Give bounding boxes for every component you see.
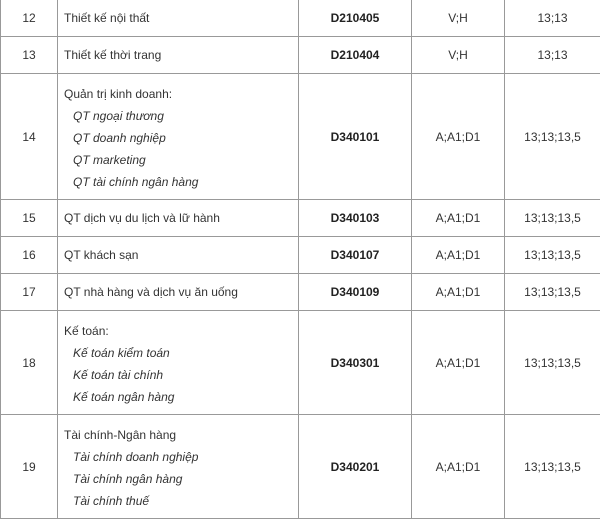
table-row	[1, 237, 600, 274]
table-row	[1, 415, 600, 519]
major-code: D340101	[299, 74, 412, 200]
exam-groups: A;A1;D1	[412, 311, 505, 415]
major-code: D340201	[299, 415, 412, 519]
specialization: Tài chính thuế	[64, 490, 298, 512]
exam-groups: V;H	[412, 0, 505, 37]
specialization: Kế toán tài chính	[64, 364, 298, 386]
cutoff-points: 13;13;13,5	[505, 415, 600, 519]
specialization: QT tài chính ngân hàng	[64, 171, 298, 193]
major-name: Kế toán:	[64, 320, 298, 342]
table-row	[1, 0, 600, 37]
major-name: QT khách sạn	[58, 237, 299, 274]
major-block	[64, 311, 298, 414]
major-name: Tài chính-Ngân hàng	[64, 424, 298, 446]
major-code: D340103	[299, 200, 412, 237]
cutoff-points: 13;13	[505, 0, 600, 37]
major-name-cell	[58, 74, 299, 200]
cutoff-points: 13;13;13,5	[505, 74, 600, 200]
major-name: Quản trị kinh doanh:	[64, 83, 298, 105]
cutoff-points: 13;13;13,5	[505, 311, 600, 415]
major-name-cell	[58, 311, 299, 415]
row-number: 12	[1, 0, 58, 37]
major-code: D210405	[299, 0, 412, 37]
specialization: Kế toán ngân hàng	[64, 386, 298, 408]
major-block	[64, 415, 298, 518]
exam-groups: A;A1;D1	[412, 274, 505, 311]
specialization: Tài chính doanh nghiệp	[64, 446, 298, 468]
cutoff-points: 13;13;13,5	[505, 274, 600, 311]
row-number: 14	[1, 74, 58, 200]
major-name: QT nhà hàng và dịch vụ ăn uống	[58, 274, 299, 311]
row-number: 17	[1, 274, 58, 311]
table-row	[1, 37, 600, 74]
major-code: D210404	[299, 37, 412, 74]
row-number: 13	[1, 37, 58, 74]
specialization: Tài chính ngân hàng	[64, 468, 298, 490]
major-code: D340109	[299, 274, 412, 311]
major-name: QT dịch vụ du lịch và lữ hành	[58, 200, 299, 237]
row-number: 15	[1, 200, 58, 237]
table-row	[1, 200, 600, 237]
specialization: QT ngoại thương	[64, 105, 298, 127]
cutoff-points: 13;13;13,5	[505, 237, 600, 274]
major-name-cell	[58, 415, 299, 519]
exam-groups: V;H	[412, 37, 505, 74]
major-name: Thiết kế nội thất	[58, 0, 299, 37]
exam-groups: A;A1;D1	[412, 237, 505, 274]
cutoff-points: 13;13	[505, 37, 600, 74]
specialization: QT marketing	[64, 149, 298, 171]
specialization: QT doanh nghiệp	[64, 127, 298, 149]
table-row	[1, 274, 600, 311]
exam-groups: A;A1;D1	[412, 200, 505, 237]
exam-groups: A;A1;D1	[412, 415, 505, 519]
table-row	[1, 74, 600, 200]
row-number: 18	[1, 311, 58, 415]
row-number: 16	[1, 237, 58, 274]
major-code: D340107	[299, 237, 412, 274]
major-code: D340301	[299, 311, 412, 415]
specialization: Kế toán kiểm toán	[64, 342, 298, 364]
cutoff-points: 13;13;13,5	[505, 200, 600, 237]
major-block	[64, 74, 298, 199]
exam-groups: A;A1;D1	[412, 74, 505, 200]
row-number: 19	[1, 415, 58, 519]
major-name: Thiết kế thời trang	[58, 37, 299, 74]
table-row	[1, 311, 600, 415]
